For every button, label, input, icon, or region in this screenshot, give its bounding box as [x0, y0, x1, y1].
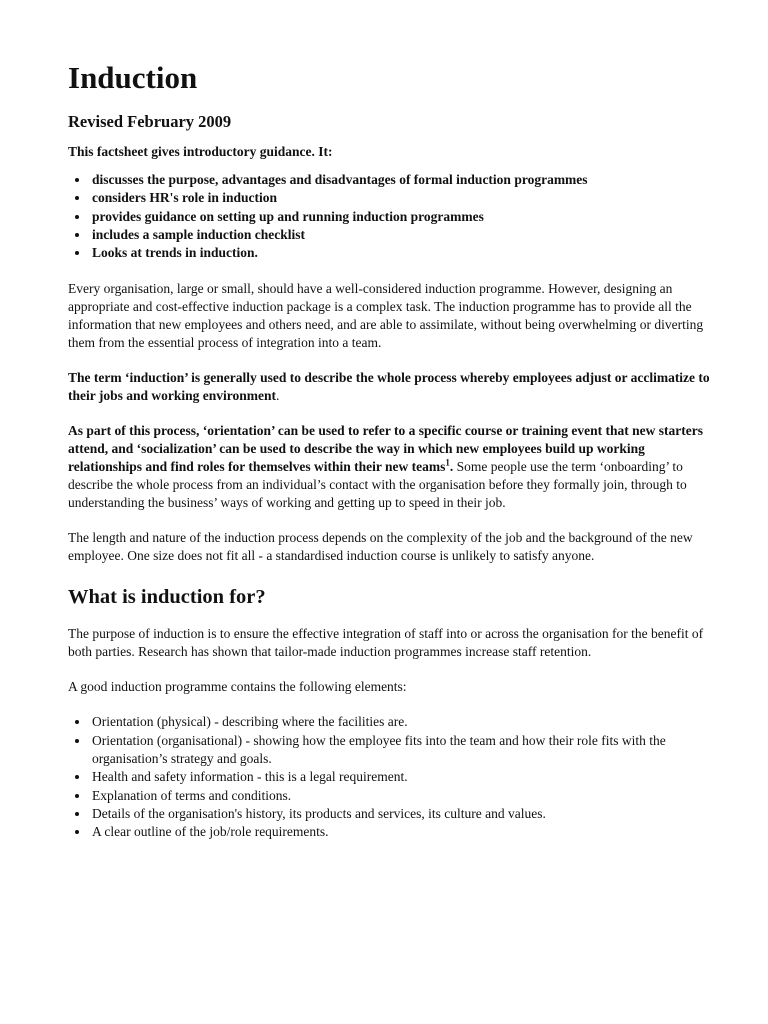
- revision-date: Revised February 2009: [68, 112, 232, 131]
- list-item: • Explanation of terms and conditions.: [90, 787, 710, 805]
- sentence-end: .: [449, 459, 454, 475]
- sentence-end: .: [276, 388, 280, 404]
- paragraph-purpose: The purpose of induction is to ensure the effective integration of staff into or across the organisation for the benefit of both parties. Research has shown that tailor-made induction programmes increase staff retention.: [68, 626, 704, 660]
- list-item: • Looks at trends in induction.: [90, 244, 710, 262]
- intro-text: This factsheet gives introductory guidance. It:: [68, 144, 333, 159]
- list-item: • includes a sample induction checklist: [90, 226, 710, 244]
- document-page: [68, 58, 710, 842]
- intro-bullet-list: [68, 171, 710, 262]
- list-item: • Health and safety information - this is a legal requirement.: [90, 768, 710, 786]
- page-title: Induction: [68, 60, 198, 95]
- paragraph-elements-intro: A good induction programme contains the following elements:: [68, 679, 407, 695]
- list-item: • considers HR's role in induction: [90, 189, 710, 207]
- induction-definition: The term ‘induction’ is generally used to describe the whole process whereby employees adjust or acclimatize to their jobs and working environment: [68, 370, 710, 404]
- list-item: • provides guidance on setting up and running induction programmes: [90, 208, 710, 226]
- orientation-definition: As part of this process, ‘orientation’ can be used to refer to a specific course or training event that new starters attend, and ‘socialization’ can be used to describe the way in which new employees build up working relationships and find roles for themselves within their new teams: [68, 423, 704, 475]
- section-heading: What is induction for?: [68, 586, 266, 609]
- list-item: • Details of the organisation's history, its products and services, its culture and values.: [90, 805, 710, 823]
- elements-list: [68, 713, 710, 841]
- list-item: • discusses the purpose, advantages and disadvantages of formal induction programmes: [90, 171, 710, 189]
- paragraph-induction-term: [68, 369, 710, 405]
- list-item: • Orientation (physical) - describing where the facilities are.: [90, 713, 710, 731]
- paragraph-organisation: Every organisation, large or small, should have a well-considered induction programme. However, designing an appropriate and cost-effective induction package is a complex task. The induction programme has to provide all the information that new employees and others need, and are able to assimilate, without being overwhelming or diverting them from the essential process of integration into a team.: [68, 281, 704, 351]
- paragraph-orientation: [68, 422, 710, 512]
- list-item: • A clear outline of the job/role requirements.: [90, 823, 710, 841]
- paragraph-length: The length and nature of the induction process depends on the complexity of the job and the background of the new employee. One size does not fit all - a standardised induction course is unlikely to satisfy anyone.: [68, 530, 693, 564]
- list-item: • Orientation (organisational) - showing how the employee fits into the team and how their role fits with the organisation’s strategy and goals.: [90, 732, 710, 769]
- onboarding-text: Some people use the term ‘onboarding’ to describe the whole process from an individual’s contact with the organisation before they formally join, through to understanding the business’ ways of working and getting up to speed in their job.: [68, 459, 687, 511]
- footnote-marker: 1: [445, 457, 450, 468]
